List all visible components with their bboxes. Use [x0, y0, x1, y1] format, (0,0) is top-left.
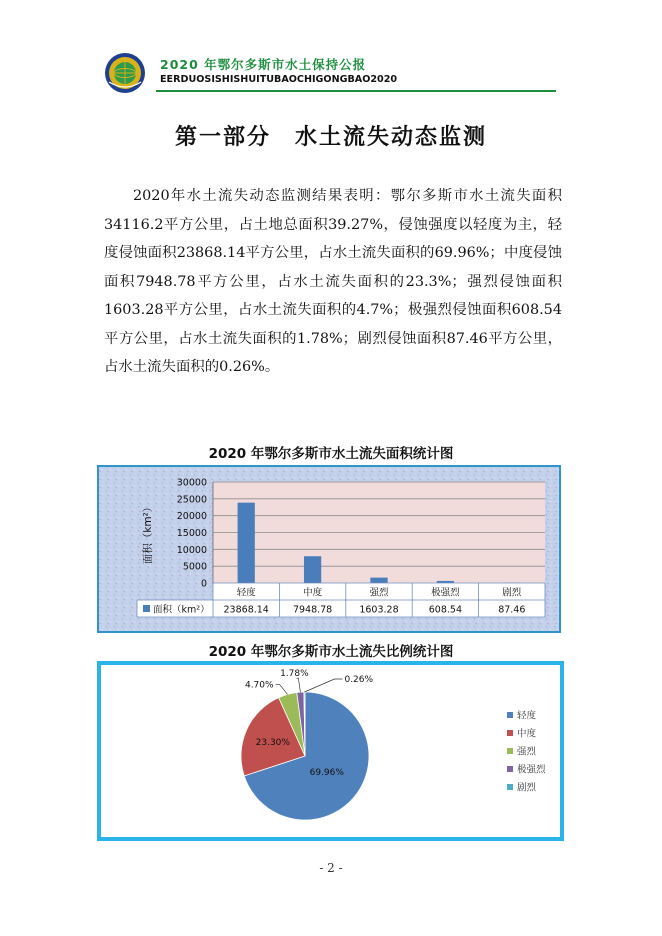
header-divider — [156, 90, 556, 92]
value-label: 23868.14 — [223, 604, 269, 616]
soil-conservation-logo-icon — [104, 52, 146, 94]
y-tick-label: 30000 — [176, 477, 207, 489]
legend-swatch — [507, 766, 513, 772]
legend-swatch — [507, 712, 513, 718]
legend-label: 中度 — [517, 728, 537, 740]
legend-label: 轻度 — [517, 710, 537, 722]
y-tick-label: 5000 — [182, 561, 207, 573]
pie-chart — [97, 661, 564, 841]
legend-swatch — [507, 730, 513, 736]
bar-2 — [304, 556, 321, 583]
y-tick-label: 0 — [200, 578, 207, 590]
legend-swatch — [507, 784, 513, 790]
value-label: 7948.78 — [292, 604, 333, 616]
header-title-en: EERDUOSISHISHUITUBAOCHIGONGBAO2020 — [160, 74, 398, 85]
legend-label: 极强烈 — [517, 764, 546, 776]
y-tick-label: 20000 — [176, 511, 207, 523]
header-title-cn: 2020 年鄂尔多斯市水土保持公报 — [160, 57, 367, 72]
legend-label: 强烈 — [517, 746, 537, 758]
legend-label: 剧烈 — [517, 782, 537, 794]
y-axis-label: 面积（km²） — [142, 501, 154, 565]
bar-chart — [97, 465, 561, 633]
pie-data-label: 4.70% — [244, 680, 274, 691]
bar-3 — [370, 578, 387, 583]
value-label: 1603.28 — [359, 604, 399, 616]
y-tick-label: 10000 — [176, 544, 207, 556]
category-label: 中度 — [303, 587, 323, 599]
category-label: 强烈 — [369, 587, 389, 599]
report-header — [104, 52, 444, 92]
bar-1 — [238, 503, 255, 583]
y-tick-label: 15000 — [176, 528, 207, 539]
pie-chart-title: 2020 年鄂尔多斯市水土流失比例统计图 — [208, 644, 454, 660]
y-tick-label: 25000 — [176, 494, 207, 506]
legend-swatch — [507, 748, 513, 754]
value-label: 608.54 — [428, 604, 463, 616]
pie-data-label: 1.78% — [280, 669, 309, 680]
category-label: 轻度 — [236, 587, 256, 599]
category-label: 极强烈 — [431, 587, 460, 599]
pie-data-label: 23.30% — [255, 737, 290, 748]
body-paragraph: 2020年水土流失动态监测结果表明：鄂尔多斯市水土流失面积34116.2平方公里，占土地总面积39.27%，侵蚀强度以轻度为主，轻度侵蚀面积23868.14平方公里，占水土流失面积的69.96%；中度侵蚀面积7948.78平方公里，占水土流失面积的23.3%；强烈侵蚀面积1603.28平方公里，占水土流失面积的4.7%；极强烈侵蚀面积608.54平方公里，占水土流失面积的1.78%；剧烈侵蚀面积87.46平方公里，占水土流失面积的0.26%。 — [104, 188, 562, 375]
section-title: 第一部分 水土流失动态监测 — [174, 124, 487, 150]
pie-data-label: 0.26% — [344, 675, 374, 686]
category-label: 剧烈 — [502, 587, 522, 599]
pie-data-label: 69.96% — [309, 767, 344, 778]
bar-chart-title: 2020 年鄂尔多斯市水土流失面积统计图 — [208, 446, 454, 462]
page-number: - 2 - — [319, 861, 343, 875]
series-name: 面积（km²） — [153, 604, 210, 616]
value-label: 87.46 — [498, 604, 526, 616]
series-key-swatch — [143, 605, 150, 612]
